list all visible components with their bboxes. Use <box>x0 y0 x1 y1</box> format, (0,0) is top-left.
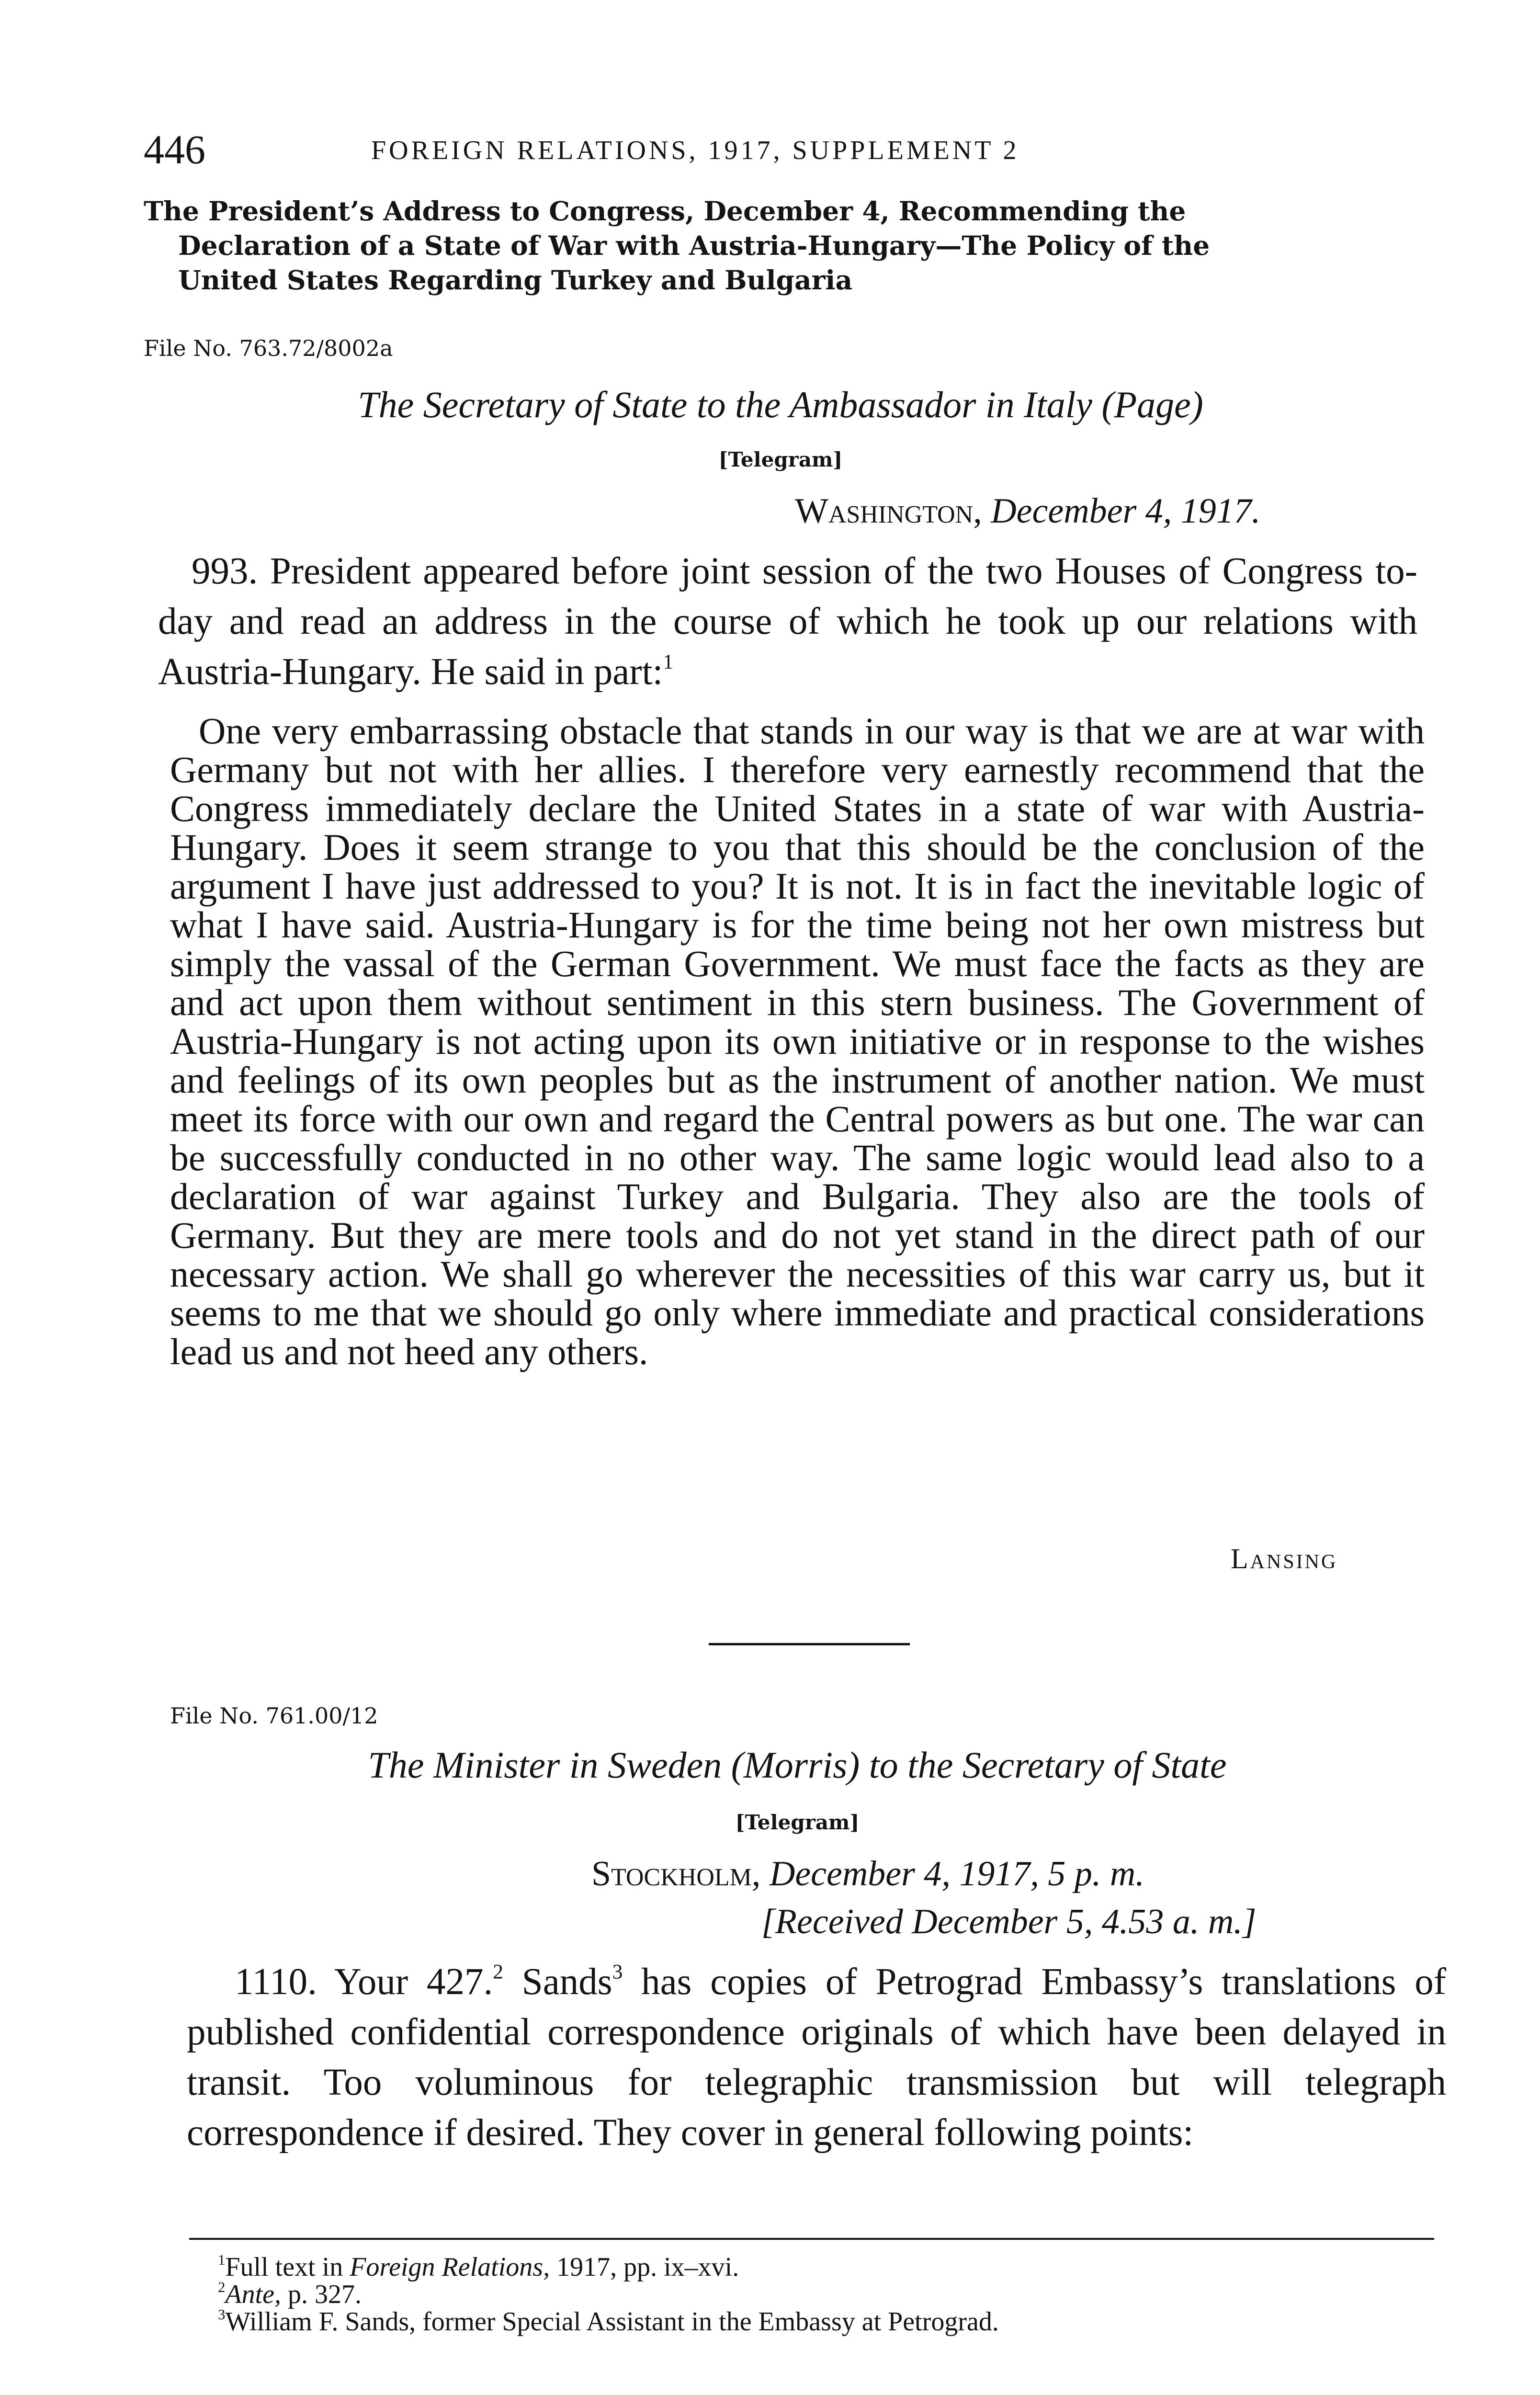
footnote-1-mark: 1 <box>218 2251 226 2268</box>
footnote-2 <box>218 2281 1463 2308</box>
footnotes <box>218 2251 1463 2337</box>
doc2-para-mid: Sands <box>503 1961 612 2003</box>
doc1-date: December 4, 1917. <box>991 491 1261 531</box>
footnote-3 <box>218 2308 1463 2336</box>
footnote-3-text: William F. Sands, former Special Assistant in the Embassy at Petrograd. <box>225 2307 999 2337</box>
doc2-para-rest: has copies of Petrograd Embassy’s translations of published confidential correspondence originals of which have been delayed in transit. Too voluminous for telegraphic transmission but will telegraph correspondence if desired. They cover in general following points: <box>187 1961 1446 2154</box>
footnote-3-mark: 3 <box>218 2306 226 2323</box>
footnote-2-italic: Ante, <box>225 2280 282 2309</box>
footnote-2-rest: p. 327. <box>281 2280 362 2309</box>
doc1-intro-text: 993. President appeared before joint session of the two Houses of Congress to-day and read an address in the course of which he took up our relations with Austria-Hungary. He said in part: <box>158 550 1417 693</box>
doc2-date: December 4, 1917, 5 p. m. <box>769 1854 1144 1893</box>
section-heading <box>144 194 1417 297</box>
footnote-rule <box>189 2238 1434 2240</box>
footnote-ref-1: 1 <box>663 650 674 673</box>
doc2-place: Stockholm, <box>591 1854 761 1893</box>
doc1-signature: Lansing <box>1231 1543 1338 1574</box>
doc1-type: [Telegram] <box>718 448 843 471</box>
doc2-type: [Telegram] <box>735 1811 860 1834</box>
doc2-received: [Received December 5, 4.53 a. m.] <box>761 1902 1257 1941</box>
page-header <box>144 125 1413 178</box>
footnote-1-text: Full text in <box>225 2252 350 2282</box>
doc1-title: The Secretary of State to the Ambassador in Italy (Page) <box>358 384 1203 425</box>
doc2-file-number: File No. 761.00/12 <box>170 1703 378 1729</box>
section-heading-line-1: The President’s Address to Congress, December 4, Recommending the <box>144 195 1186 227</box>
footnote-1-italic: Foreign Relations, <box>350 2252 550 2282</box>
doc1-intro-paragraph <box>158 546 1417 697</box>
doc2-paragraph <box>187 1957 1446 2158</box>
doc2-dateline <box>591 1854 1144 1894</box>
section-divider <box>709 1643 910 1645</box>
section-heading-line-3: United States Regarding Turkey and Bulgaria <box>178 264 853 296</box>
footnote-2-mark: 2 <box>218 2279 226 2295</box>
doc1-file-number: File No. 763.72/8002a <box>144 335 393 361</box>
doc2-para-start: 1110. Your 427. <box>235 1961 493 2003</box>
footnote-1-rest: 1917, pp. ix–xvi. <box>550 2252 739 2282</box>
page-number: 446 <box>144 126 205 172</box>
footnote-1 <box>218 2251 1463 2282</box>
doc2-title: The Minister in Sweden (Morris) to the Secretary of State <box>368 1744 1227 1786</box>
doc1-quoted-address: One very embarrassing obstacle that stands in our way is that we are at war with Germany but not with her allies. I therefore very earnestly recommend that the Congress immediately declare the United States in a state of war with Austria-Hungary. Does it seem strange to you that this should be the conclusion of the argument I have just addressed to you? It is not. It is in fact the inevitable logic of what I have said. Austria-Hungary is for the time being not her own mistress but simply the vassal of the German Government. We must face the facts as they are and act upon them without sentiment in this stern business. The Government of Austria-Hungary is not acting upon its own initiative or in response to the wishes and feelings of its own peoples but as the instrument of another nation. We must meet its force with our own and regard the Central powers as but one. The war can be successfully conducted in no other way. The same logic would lead also to a declaration of war against Turkey and Bulgaria. They also are the tools of Germany. But they are mere tools and do not yet stand in the direct path of our necessary action. We shall go wherever the necessities of this war carry us, but it seems to me that we should go only where immediate and practical considerations lead us and not heed any others. <box>170 710 1425 1372</box>
footnote-ref-2: 2 <box>493 1960 503 1984</box>
running-head: FOREIGN RELATIONS, 1917, SUPPLEMENT 2 <box>371 136 1019 165</box>
footnote-ref-3: 3 <box>612 1960 623 1984</box>
doc1-place: Washington, <box>795 491 982 531</box>
doc1-dateline <box>795 491 1260 532</box>
section-heading-line-2: Declaration of a State of War with Austria-Hungary—The Policy of the <box>178 230 1210 261</box>
